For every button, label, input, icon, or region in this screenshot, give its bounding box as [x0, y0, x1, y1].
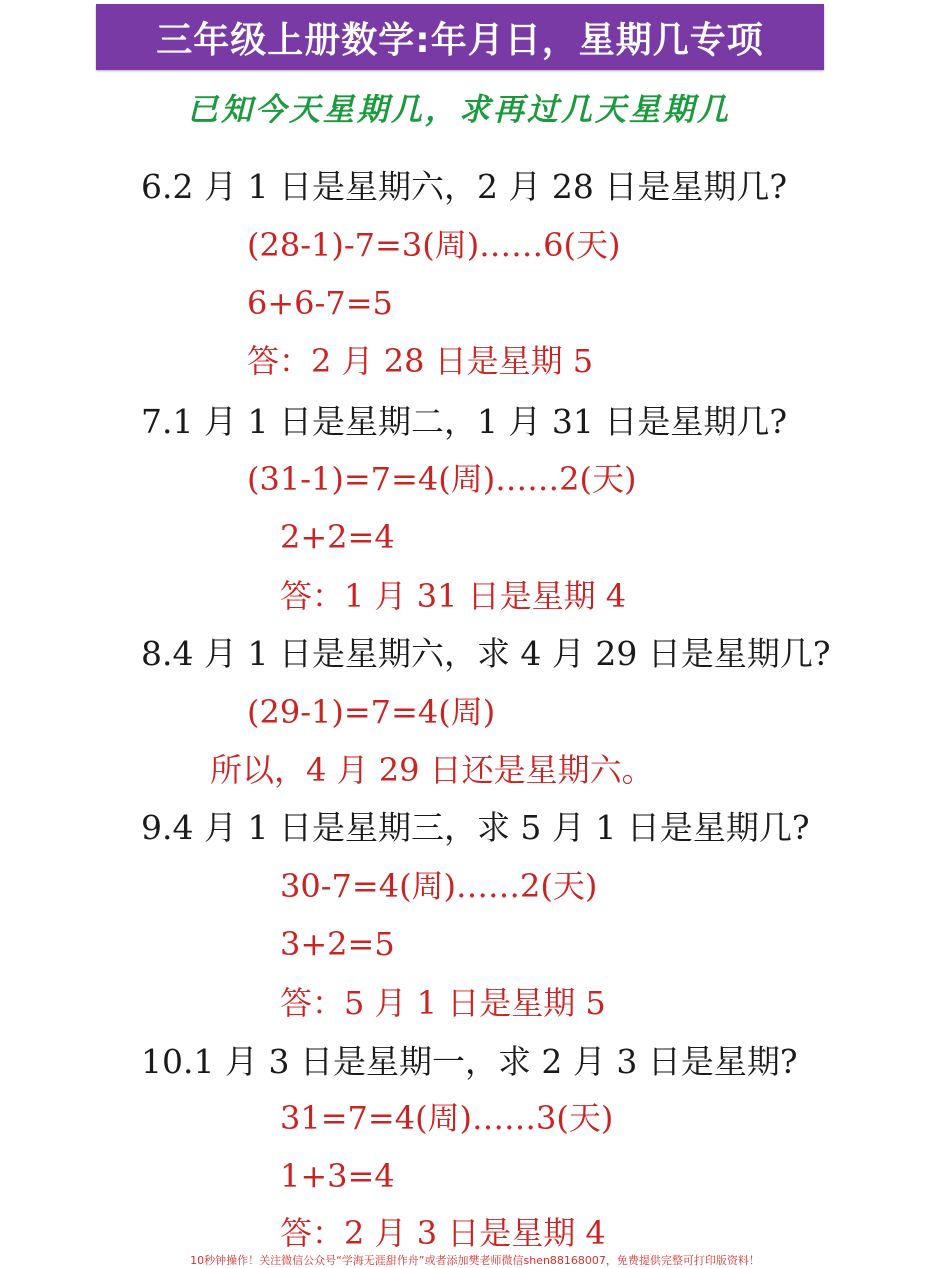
- problem-10-question: 10.1 月 3 日是星期一，求 2 月 3 日是星期?: [141, 1042, 798, 1081]
- problem-7-step-1: (31-1)=7=4(周)……2(天): [247, 460, 637, 498]
- problem-9-question: 9.4 月 1 日是星期三，求 5 月 1 日是星期几?: [141, 808, 810, 847]
- problem-10-step-1: 31=7=4(周)……3(天): [280, 1099, 614, 1137]
- problem-7-answer: 答：1 月 31 日是星期 4: [280, 577, 627, 615]
- title-banner: [96, 4, 824, 70]
- problem-9-answer: 答：5 月 1 日是星期 5: [280, 984, 606, 1022]
- problem-7-step-2: 2+2=4: [280, 518, 395, 556]
- problem-10-step-2: 1+3=4: [280, 1157, 395, 1195]
- footer-notice: 10秒钟操作！关注微信公众号“学海无涯甜作舟”或者添加樊老师微信shen88168007，免费提供完整可打印版资料！: [190, 1254, 760, 1267]
- problem-6-answer: 答：2 月 28 日是星期 5: [247, 342, 594, 380]
- problem-6-step-2: 6+6-7=5: [247, 284, 393, 322]
- problem-6-question: 6.2 月 1 日是星期六，2 月 28 日是星期几?: [141, 167, 788, 206]
- page-title: 三年级上册数学:年月日，星期几专项: [156, 19, 764, 61]
- problem-8-conclusion: 所以，4 月 29 日还是星期六。: [210, 751, 654, 789]
- page-subtitle: 已知今天星期几，求再过几天星期几: [187, 92, 731, 128]
- problem-9-step-2: 3+2=5: [280, 925, 395, 963]
- problem-6-step-1: (28-1)-7=3(周)……6(天): [247, 226, 621, 264]
- problem-9-step-1: 30-7=4(周)……2(天): [280, 867, 598, 905]
- problem-8-question: 8.4 月 1 日是星期六，求 4 月 29 日是星期几?: [141, 634, 831, 673]
- problem-10-answer: 答：2 月 3 日是星期 4: [280, 1214, 606, 1252]
- problem-7-question: 7.1 月 1 日是星期二，1 月 31 日是星期几?: [141, 402, 788, 441]
- problem-8-step-1: (29-1)=7=4(周): [247, 693, 496, 731]
